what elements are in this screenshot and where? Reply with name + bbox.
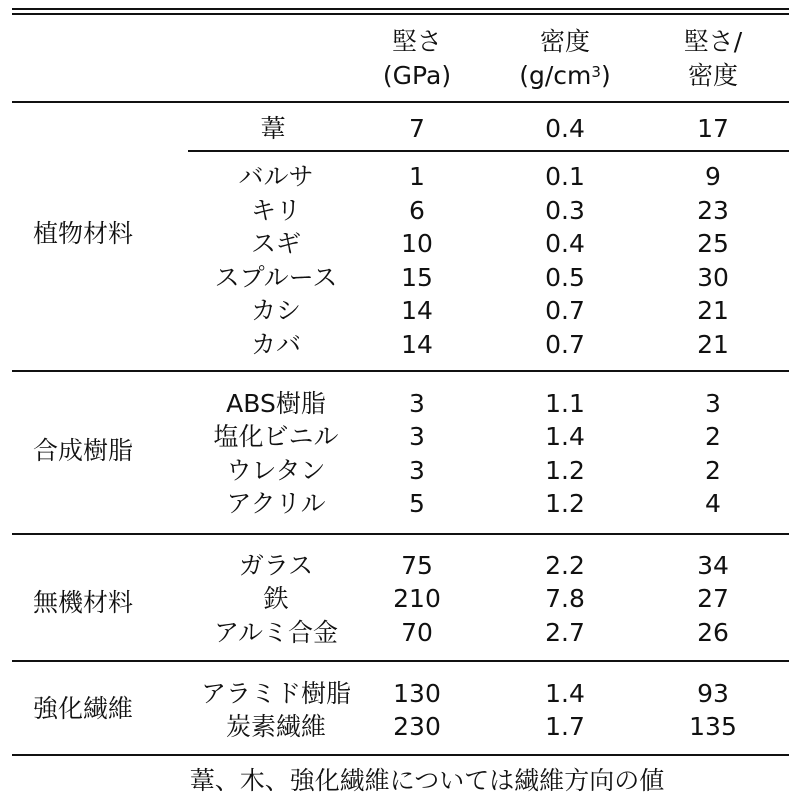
density-value: 1.2 (545, 489, 585, 518)
density-value: 1.2 (545, 456, 585, 485)
footnote: 葦、木、強化繊維については繊維方向の値 (189, 766, 665, 795)
group-rule-2 (12, 533, 789, 535)
ratio-value: 21 (697, 296, 729, 325)
material-name: スプルース (214, 263, 338, 292)
header-ratio (684, 25, 742, 93)
material-name: キリ (250, 196, 302, 225)
header-density-close: ) (600, 61, 611, 90)
ratio-value: 30 (697, 263, 729, 292)
ratio-value: 17 (697, 114, 729, 143)
ratio-value: 25 (697, 229, 729, 258)
ratio-value: 9 (705, 162, 721, 191)
stiffness-value: 70 (401, 618, 433, 647)
stiffness-value: 210 (393, 584, 441, 613)
material-name: カシ (250, 296, 302, 325)
stiffness-value: 14 (401, 330, 433, 359)
header-stiffness (383, 25, 451, 93)
ratio-value: 4 (705, 489, 721, 518)
top-double-rule-1 (12, 8, 789, 10)
group-name-inorganic: 無機材料 (33, 588, 134, 617)
stiffness-value: 10 (401, 229, 433, 258)
density-value: 1.4 (545, 422, 585, 451)
group-rule-3 (12, 660, 789, 662)
header-stiffness-line1: 堅さ (391, 27, 442, 56)
header-density (519, 25, 610, 93)
density-value: 0.7 (545, 296, 585, 325)
header-stiffness-line2: (GPa) (382, 61, 452, 90)
material-name: 塩化ビニル (213, 422, 339, 451)
stiffness-value: 14 (401, 296, 433, 325)
material-name: ウレタン (226, 456, 326, 485)
material-name: アルミ合金 (213, 618, 339, 647)
group-name-plant: 植物材料 (33, 219, 134, 248)
material-name: ガラス (238, 551, 314, 580)
density-value: 0.4 (545, 229, 585, 258)
ratio-value: 2 (705, 422, 721, 451)
density-value: 0.1 (545, 162, 585, 191)
stiffness-value: 230 (393, 712, 441, 741)
ratio-value: 23 (697, 196, 729, 225)
ratio-value: 27 (697, 584, 729, 613)
header-density-unit: (g/cm (519, 61, 592, 90)
density-value: 2.2 (545, 551, 585, 580)
material-name: バルサ (238, 162, 314, 191)
ratio-value: 135 (689, 712, 737, 741)
material-name: ABS樹脂 (226, 389, 326, 418)
material-name: アラミド樹脂 (200, 679, 352, 708)
ratio-value: 3 (705, 389, 721, 418)
stiffness-value: 6 (409, 196, 425, 225)
material-name: アクリル (226, 489, 326, 518)
ratio-value: 2 (705, 456, 721, 485)
density-value: 7.8 (545, 584, 585, 613)
stiffness-value: 5 (409, 489, 425, 518)
material-name: 葦 (260, 114, 286, 143)
stiffness-value: 15 (401, 263, 433, 292)
density-value: 1.4 (545, 679, 585, 708)
density-value: 0.7 (545, 330, 585, 359)
stiffness-value: 1 (409, 162, 425, 191)
bottom-rule (12, 754, 789, 756)
header-density-line1: 密度 (539, 27, 590, 56)
header-ratio-line2: 密度 (687, 61, 738, 90)
stiffness-value: 3 (409, 389, 425, 418)
stiffness-value: 130 (393, 679, 441, 708)
stiffness-value: 3 (409, 422, 425, 451)
stiffness-value: 3 (409, 456, 425, 485)
group-rule-1 (12, 370, 789, 372)
stiffness-value: 75 (401, 551, 433, 580)
header-rule (12, 101, 789, 103)
reed-subrule (188, 150, 789, 152)
material-name: カバ (250, 330, 302, 359)
density-value: 0.4 (545, 114, 585, 143)
density-value: 0.5 (545, 263, 585, 292)
header-density-exponent: 3 (591, 63, 601, 81)
density-value: 1.1 (545, 389, 585, 418)
density-value: 0.3 (545, 196, 585, 225)
top-double-rule-2 (12, 13, 789, 15)
ratio-value: 93 (697, 679, 729, 708)
material-name: スギ (250, 229, 302, 258)
group-name-fiber: 強化繊維 (33, 694, 134, 723)
group-name-resin: 合成樹脂 (33, 436, 134, 465)
ratio-value: 21 (697, 330, 729, 359)
ratio-value: 34 (697, 551, 729, 580)
density-value: 1.7 (545, 712, 585, 741)
density-value: 2.7 (545, 618, 585, 647)
header-density-line2 (519, 59, 610, 93)
material-name: 鉄 (263, 584, 289, 613)
header-ratio-line1: 堅さ/ (683, 27, 743, 56)
stiffness-value: 7 (409, 114, 425, 143)
material-name: 炭素繊維 (225, 712, 327, 741)
ratio-value: 26 (697, 618, 729, 647)
